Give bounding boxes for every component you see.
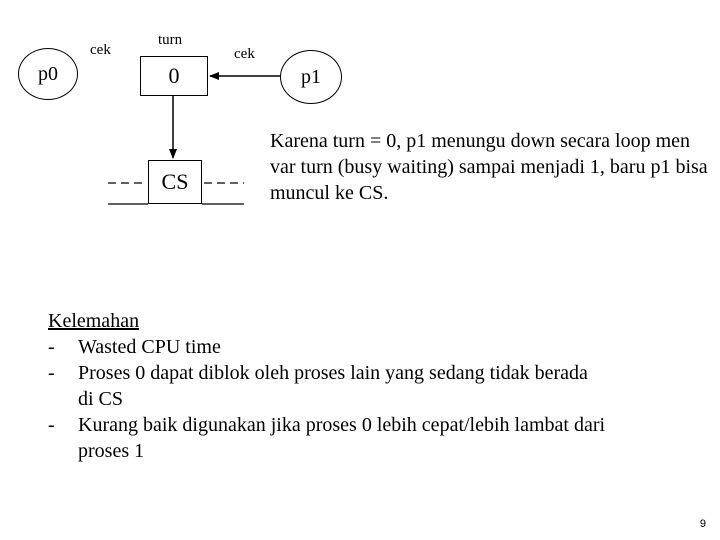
turn-variable-label: turn bbox=[158, 32, 183, 48]
weakness-item bbox=[48, 334, 608, 360]
critical-section-label: CS bbox=[161, 169, 189, 194]
critical-section-box bbox=[148, 160, 202, 204]
weakness-title: Kelemahan bbox=[48, 310, 140, 332]
weakness-item-text: Wasted CPU time bbox=[78, 336, 221, 358]
weakness-item bbox=[48, 412, 608, 464]
page-number: 9 bbox=[699, 518, 706, 530]
process-p1-label: p1 bbox=[301, 65, 321, 88]
turn-variable-box bbox=[140, 56, 208, 96]
process-p0-node bbox=[18, 48, 78, 100]
process-p0-label: p0 bbox=[38, 62, 58, 85]
weakness-section bbox=[48, 308, 608, 464]
bullet-dash: - bbox=[48, 362, 55, 384]
cek-left-label: cek bbox=[90, 42, 111, 58]
bullet-dash: - bbox=[48, 414, 55, 436]
weakness-item bbox=[48, 360, 608, 412]
weakness-item-text: Kurang baik digunakan jika proses 0 lebih cepat/lebih lambat dari proses 1 bbox=[78, 414, 606, 462]
bullet-dash: - bbox=[48, 336, 55, 358]
explanation-text: Karena turn = 0, p1 menungu down secara loop men var turn (busy waiting) sampai menjadi 1, baru p1 bisa muncul ke CS. bbox=[270, 130, 708, 204]
cek-right-label: cek bbox=[234, 46, 255, 62]
process-p1-node bbox=[280, 50, 342, 104]
turn-value: 0 bbox=[168, 63, 180, 88]
weakness-item-text: Proses 0 dapat diblok oleh proses lain yang sedang tidak berada di CS bbox=[78, 362, 588, 410]
